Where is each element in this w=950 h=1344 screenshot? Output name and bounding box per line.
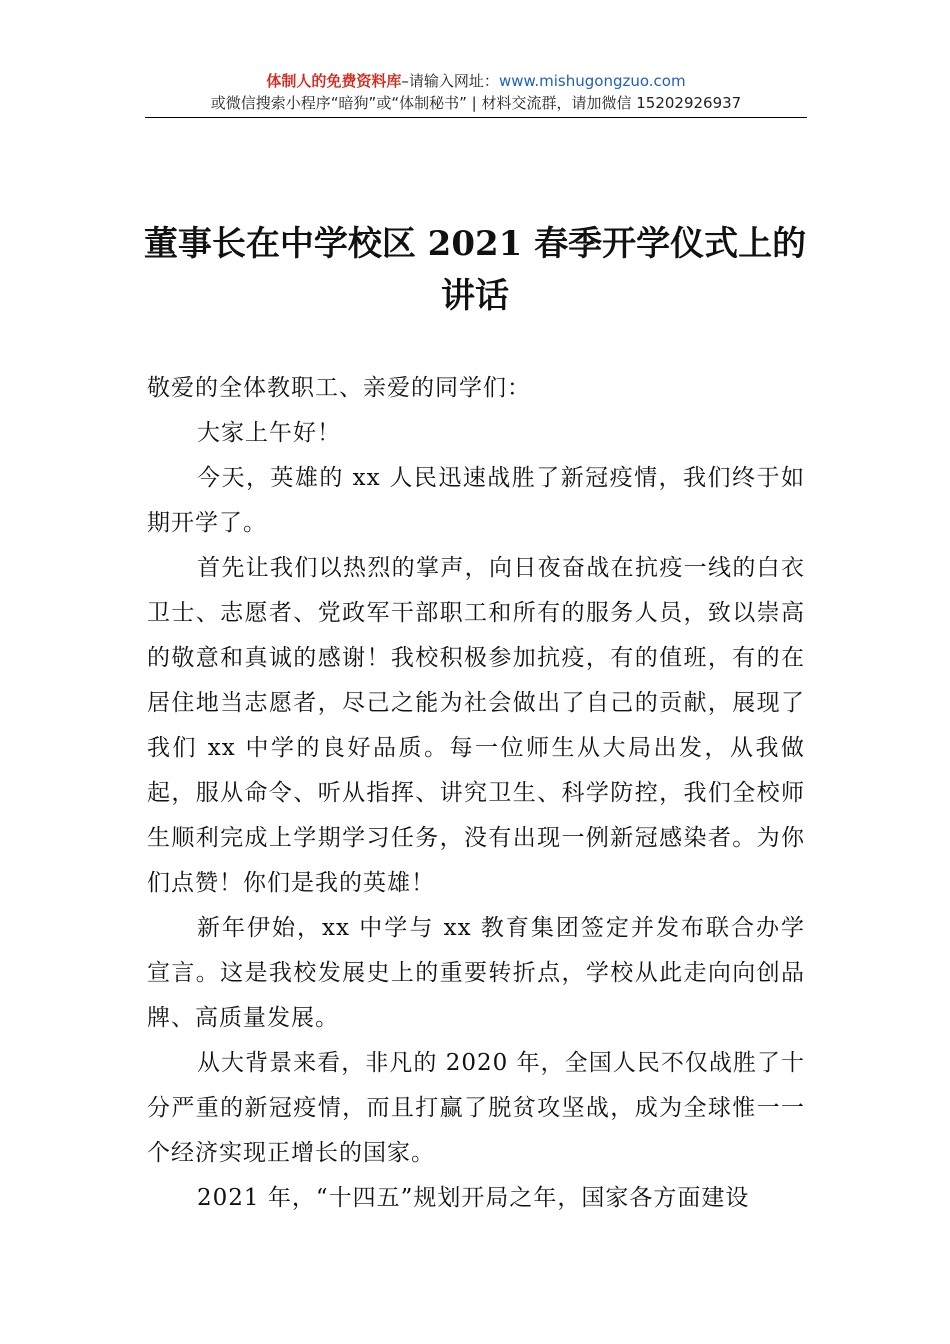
header-divider [145, 117, 807, 118]
title-line-2: 讲话 [441, 276, 509, 316]
header-url-link[interactable]: www.mishugongzuo.com [498, 72, 686, 90]
paragraph: 2021 年，“十四五”规划开局之年，国家各方面建设 [197, 1185, 750, 1211]
title-line-1: 董事长在中学校区 2021 春季开学仪式上的 [143, 224, 807, 264]
paragraph: 新年伊始，xx 中学与 xx 教育集团签定并发布联合办学宣言。这是我校发展史上的重要转折点，学校从此走向向创品牌、高质量发展。 [147, 915, 805, 1031]
document-body [147, 366, 805, 1221]
page-header [145, 70, 807, 114]
header-line-1 [145, 70, 807, 92]
header-line-2: 或微信搜索小程序“暗狗”或“体制秘书” | 材料交流群，请加微信 15202926937 [210, 94, 742, 112]
header-brand: 体制人的免费资料库 [266, 72, 402, 90]
paragraph: 大家上午好！ [197, 420, 341, 446]
salutation: 敬爱的全体教职工、亲爱的同学们： [147, 375, 531, 401]
paragraph: 从大背景来看，非凡的 2020 年，全国人民不仅战胜了十分严重的新冠疫情，而且打赢了脱贫攻坚战，成为全球惟一一个经济实现正增长的国家。 [147, 1050, 805, 1166]
paragraph: 首先让我们以热烈的掌声，向日夜奋战在抗疫一线的白衣卫士、志愿者、党政军干部职工和所有的服务人员，致以崇高的敬意和真诚的感谢！我校积极参加抗疫，有的值班，有的在居住地当志愿者，尽己之能为社会做出了自己的贡献，展现了我们 xx 中学的良好品质。每一位师生从大局出发，从我做起，服从命令、听从指挥、讲究卫生、科学防控，我们全校师生顺利完成上学期学习任务，没有出现一例新冠感染者。为你们点赞！你们是我的英雄！ [147, 555, 805, 896]
paragraph: 今天，英雄的 xx 人民迅速战胜了新冠疫情，我们终于如期开学了。 [147, 465, 805, 536]
document-title [135, 218, 815, 322]
header-prompt: –请输入网址： [401, 72, 499, 90]
